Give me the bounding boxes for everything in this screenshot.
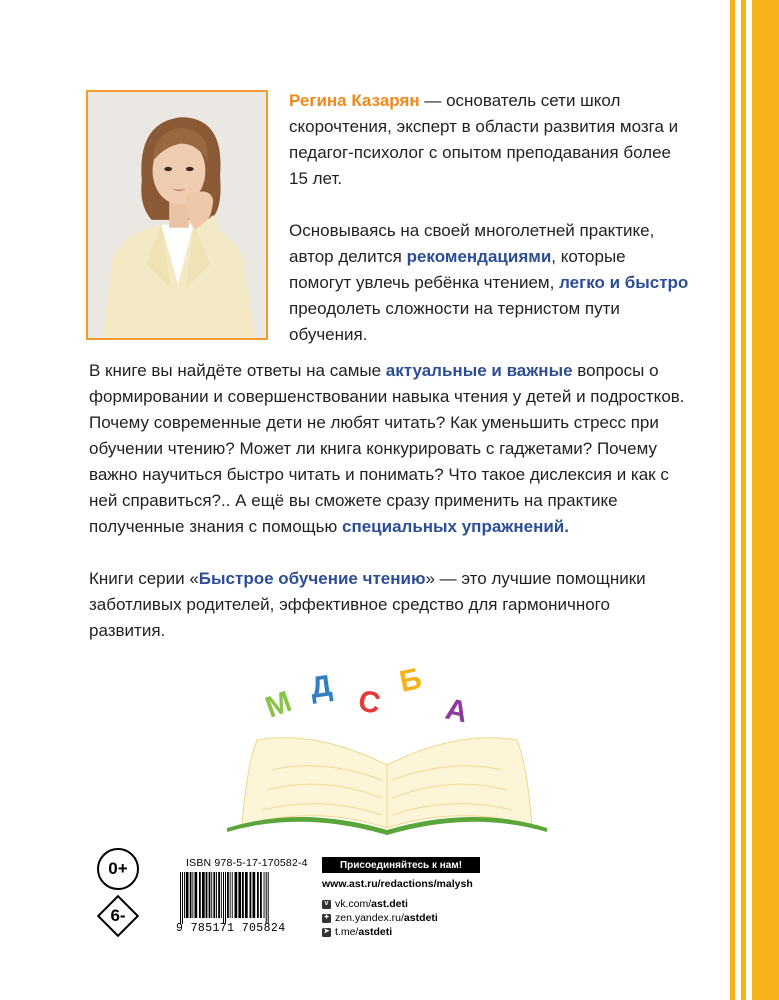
barcode-bar	[184, 872, 185, 918]
series-paragraph: Книги серии «Быстрое обучение чтению» — это лучшие помощники заботливых родителей, эффективное средство для гармоничного развития.	[89, 569, 646, 640]
letter-d: Д	[308, 669, 335, 705]
book-description	[89, 358, 689, 670]
open-book-illustration	[222, 660, 552, 835]
author-portrait-illustration	[88, 92, 266, 338]
age-rating-diamond: 6-	[97, 895, 139, 937]
letter-b: Б	[396, 662, 425, 699]
barcode-bar	[257, 872, 259, 918]
barcode-bar	[182, 872, 183, 924]
barcode-bar	[211, 872, 212, 918]
barcode-bar	[225, 872, 226, 924]
bio-paragraph-1: Регина Казарян — основатель сети школ скорочтения, эксперт в области развития мозга и педагог-психолог с опытом преподавания более 15 лет.	[289, 91, 679, 188]
barcode-bar	[227, 872, 229, 918]
publisher-site-link[interactable]: www.ast.ru/redactions/malysh	[322, 878, 473, 890]
bio-paragraph-2: Основываясь на своей многолетней практике, автор делится рекомендациями, которые помогут увлечь ребёнка чтением, легко и быстро преодолеть сложности на тернистом пути обучения.	[289, 221, 689, 344]
barcode-bar	[195, 872, 198, 918]
barcode-bar	[238, 872, 241, 918]
social-links	[322, 897, 438, 939]
barcode-bar	[190, 872, 192, 918]
isbn-label: ISBN 978-5-17-170582-4	[186, 857, 308, 869]
barcode-bar	[206, 872, 208, 918]
age-rating-circle: 0+	[97, 848, 139, 890]
barcode-bar	[223, 872, 224, 924]
barcode-bar	[235, 872, 238, 918]
barcode-bar	[216, 872, 217, 918]
author-bio	[289, 88, 689, 374]
barcode-bar	[213, 872, 215, 918]
author-name: Регина Казарян	[289, 91, 420, 110]
join-us-banner: Присоединяйтесь к нам!	[322, 857, 480, 873]
barcode-bar	[180, 872, 181, 924]
letter-s: С	[355, 684, 383, 721]
barcode-bar	[266, 872, 267, 924]
barcode-bar	[250, 872, 252, 918]
author-photo	[86, 90, 268, 340]
letter-m: М	[261, 685, 296, 725]
zen-icon: ✦	[323, 914, 330, 921]
social-link-telegram[interactable]: ➤ t.me/astdeti	[323, 926, 393, 938]
barcode-bar	[202, 872, 205, 918]
barcode-bar	[221, 872, 222, 918]
social-link-zen[interactable]: ✦ zen.yandex.ru/astdeti	[323, 912, 438, 924]
barcode-bar	[264, 872, 265, 918]
telegram-icon: ➤	[323, 928, 330, 935]
description-paragraph: В книге вы найдёте ответы на самые актуальные и важные вопросы о формировании и совершенствовании навыка чтения у детей и подростков. Почему современные дети не любят читать? Как уменьшить стресс при обучении чтению? Может ли книга конкурировать с гаджетами? Почему важно научиться быстро читать и понимать? Что такое дислексия и как с ней справиться?.. А ещё вы сможете сразу применить на практике полученные знания с помощью специальных упражнений.	[89, 361, 685, 536]
vk-icon: v	[322, 900, 331, 909]
barcode-digits: 9 785171 705824	[176, 922, 286, 935]
stripe	[752, 0, 779, 1000]
barcode-bar	[218, 872, 220, 918]
barcode-bar	[209, 872, 211, 918]
barcode-bar	[253, 872, 256, 918]
barcode-bar	[260, 872, 262, 918]
barcode	[176, 872, 306, 924]
barcode-bar	[230, 872, 231, 918]
letter-a: А	[442, 692, 471, 730]
barcode-bar	[268, 872, 269, 924]
barcode-bar	[192, 872, 193, 918]
social-link-vk[interactable]: v vk.com/ast.deti	[322, 897, 438, 911]
barcode-bar	[199, 872, 201, 918]
barcode-bar	[186, 872, 189, 918]
barcode-bar	[242, 872, 244, 918]
barcode-bar	[232, 872, 233, 918]
decorative-stripes	[724, 0, 779, 1000]
barcode-bar	[245, 872, 248, 918]
